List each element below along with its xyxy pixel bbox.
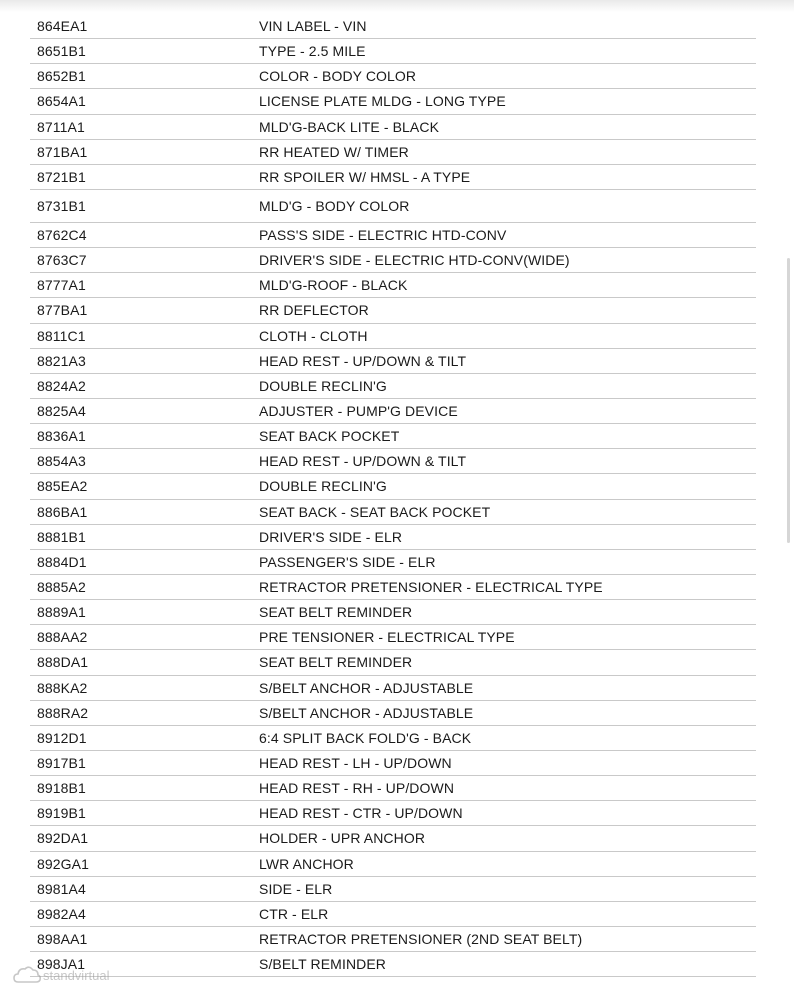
option-code: 898AA1 <box>37 930 88 947</box>
option-description: MLD'G-BACK LITE - BLACK <box>259 118 440 135</box>
table-row <box>30 324 756 349</box>
option-description: HEAD REST - RH - UP/DOWN <box>259 780 455 797</box>
table-row <box>30 223 756 248</box>
option-code: 8763C7 <box>37 252 87 269</box>
top-edge-shadow <box>0 0 794 12</box>
table-row <box>30 927 756 952</box>
option-description: S/BELT REMINDER <box>259 956 387 973</box>
table-row <box>30 424 756 449</box>
option-code: 8721B1 <box>37 168 86 185</box>
option-description: CTR - ELR <box>259 905 329 922</box>
option-description: 6:4 SPLIT BACK FOLD'G - BACK <box>259 729 472 746</box>
option-description: DOUBLE RECLIN'G <box>259 478 387 495</box>
table-row <box>30 349 756 374</box>
option-code: 892GA1 <box>37 855 89 872</box>
option-code: 8982A4 <box>37 905 86 922</box>
option-description: HEAD REST - UP/DOWN & TILT <box>259 453 467 470</box>
option-code: 8811C1 <box>37 327 86 344</box>
option-description: SIDE - ELR <box>259 880 333 897</box>
option-description: RETRACTOR PRETENSIONER - ELECTRICAL TYPE <box>259 579 603 596</box>
option-description: DRIVER'S SIDE - ELR <box>259 528 403 545</box>
option-code: 877BA1 <box>37 302 88 319</box>
table-row <box>30 190 756 223</box>
table-row <box>30 273 756 298</box>
option-code: 888AA2 <box>37 629 88 646</box>
option-description: PASS'S SIDE - ELECTRIC HTD-CONV <box>259 227 507 244</box>
option-description: SEAT BELT REMINDER <box>259 604 413 621</box>
option-code: 8821A3 <box>37 352 86 369</box>
table-row <box>30 676 756 701</box>
option-description: LICENSE PLATE MLDG - LONG TYPE <box>259 93 506 110</box>
option-code: 8731B1 <box>37 197 86 214</box>
option-description: ADJUSTER - PUMP'G DEVICE <box>259 403 458 420</box>
option-description: RR SPOILER W/ HMSL - A TYPE <box>259 168 471 185</box>
option-code: 898JA1 <box>37 956 86 973</box>
table-row <box>30 600 756 625</box>
option-code: 8824A2 <box>37 377 86 394</box>
option-description: LWR ANCHOR <box>259 855 354 872</box>
option-code: 886BA1 <box>37 503 88 520</box>
option-code: 8981A4 <box>37 880 86 897</box>
option-description: VIN LABEL - VIN <box>259 18 367 35</box>
scrollbar[interactable] <box>787 258 790 543</box>
option-description: COLOR - BODY COLOR <box>259 68 417 85</box>
option-description: RR DEFLECTOR <box>259 302 369 319</box>
option-code: 8654A1 <box>37 93 86 110</box>
option-description: MLD'G-ROOF - BLACK <box>259 277 408 294</box>
option-code: 8881B1 <box>37 528 86 545</box>
options-table <box>30 14 756 977</box>
table-row <box>30 726 756 751</box>
option-code: 885EA2 <box>37 478 88 495</box>
table-row <box>30 826 756 851</box>
table-row <box>30 751 756 776</box>
option-description: HEAD REST - UP/DOWN & TILT <box>259 352 467 369</box>
table-row <box>30 801 756 826</box>
table-row <box>30 248 756 273</box>
watermark-logo <box>12 962 136 988</box>
table-row <box>30 550 756 575</box>
table-row <box>30 525 756 550</box>
table-row <box>30 852 756 877</box>
option-code: 8889A1 <box>37 604 86 621</box>
option-code: 888RA2 <box>37 704 89 721</box>
option-code: 888KA2 <box>37 679 88 696</box>
table-row <box>30 650 756 675</box>
option-description: MLD'G - BODY COLOR <box>259 197 410 214</box>
option-description: SEAT BACK POCKET <box>259 428 400 445</box>
option-description: RETRACTOR PRETENSIONER (2ND SEAT BELT) <box>259 930 583 947</box>
option-description: HOLDER - UPR ANCHOR <box>259 830 426 847</box>
option-description: DOUBLE RECLIN'G <box>259 377 387 394</box>
option-code: 8652B1 <box>37 68 86 85</box>
option-description: SEAT BELT REMINDER <box>259 654 413 671</box>
option-description: TYPE - 2.5 MILE <box>259 43 366 60</box>
option-description: SEAT BACK - SEAT BACK POCKET <box>259 503 491 520</box>
option-description: RR HEATED W/ TIMER <box>259 143 409 160</box>
option-code: 888DA1 <box>37 654 89 671</box>
table-row <box>30 39 756 64</box>
option-code: 864EA1 <box>37 18 88 35</box>
table-row <box>30 14 756 39</box>
table-row <box>30 89 756 114</box>
option-code: 8919B1 <box>37 805 86 822</box>
option-code: 8885A2 <box>37 579 86 596</box>
option-code: 8777A1 <box>37 277 86 294</box>
option-code: 8917B1 <box>37 755 86 771</box>
option-code: 871BA1 <box>37 143 88 160</box>
table-row <box>30 115 756 140</box>
table-row <box>30 902 756 927</box>
option-code: 8854A3 <box>37 453 86 470</box>
option-code: 8912D1 <box>37 729 87 746</box>
table-row <box>30 575 756 600</box>
cloud-logo-icon <box>12 962 136 988</box>
option-code: 8918B1 <box>37 780 86 797</box>
option-description: PASSENGER'S SIDE - ELR <box>259 553 436 570</box>
table-row <box>30 625 756 650</box>
option-description: CLOTH - CLOTH <box>259 327 368 344</box>
option-code: 892DA1 <box>37 830 89 847</box>
table-row <box>30 64 756 89</box>
option-code: 8651B1 <box>37 43 86 60</box>
option-code: 8711A1 <box>37 118 85 135</box>
option-code: 8884D1 <box>37 553 87 570</box>
table-row <box>30 374 756 399</box>
option-description: DRIVER'S SIDE - ELECTRIC HTD-CONV(WIDE) <box>259 252 570 269</box>
option-description: S/BELT ANCHOR - ADJUSTABLE <box>259 679 474 696</box>
option-description: S/BELT ANCHOR - ADJUSTABLE <box>259 704 474 721</box>
table-row <box>30 140 756 165</box>
option-code: 8762C4 <box>37 227 87 244</box>
option-description: HEAD REST - CTR - UP/DOWN <box>259 805 463 822</box>
table-row <box>30 449 756 474</box>
table-row <box>30 298 756 323</box>
table-row <box>30 500 756 525</box>
option-description: HEAD REST - LH - UP/DOWN <box>259 755 452 771</box>
table-row <box>30 399 756 424</box>
table-row <box>30 877 756 902</box>
table-row <box>30 165 756 190</box>
option-code: 8836A1 <box>37 428 86 445</box>
option-description: PRE TENSIONER - ELECTRICAL TYPE <box>259 629 515 646</box>
table-row <box>30 952 756 977</box>
table-row <box>30 776 756 801</box>
option-code: 8825A4 <box>37 403 86 420</box>
table-row <box>30 474 756 499</box>
watermark-text: standvirtual <box>43 968 110 983</box>
table-row <box>30 701 756 726</box>
